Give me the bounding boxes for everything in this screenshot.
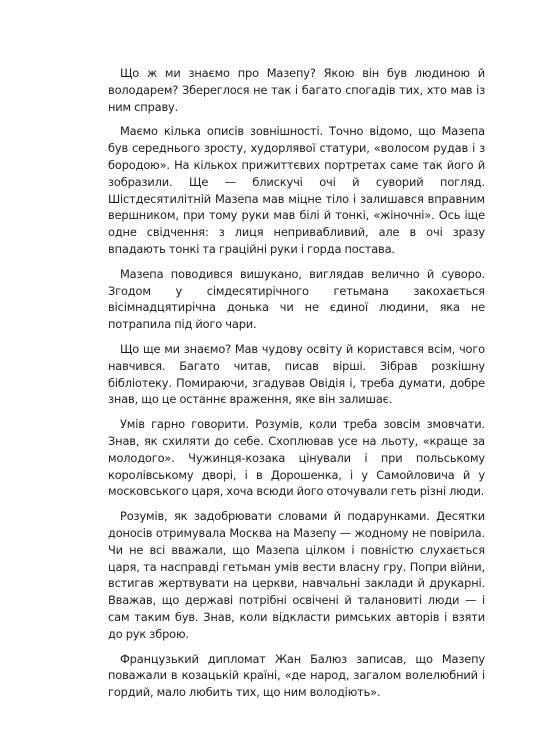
paragraph-1: Що ж ми знаємо про Мазепу? Якою він був людиною й володарем? Збереглося не так і багато спогадів тих, хто мав із ним справу.: [108, 66, 485, 114]
body-text: [108, 65, 485, 709]
paragraph-3: Мазепа поводився вишукано, виглядав велично й суворо. Згодом у сімдесятирічного гетьмана закохається вісімнадцятирічна донька чи не єдиної людини, яка не потрапила під його чари.: [108, 266, 485, 332]
paragraph-6: Розумів, як задобрювати словами й подарунками. Десятки доносів отримувала Москва на Мазепу — жодному не повірила. Чи не всі вважали, що Мазепа цілком і повністю слухається царя, та насправді гетьман умів вести власну гру. Попри війни, встигав жертвувати на церкви, навчальні заклади й друкарні. Вважав, що державі потрібні освічені й талановиті люди — і сам таким був. Знав, коли відкласти римських авторів і взяти до рук зброю.: [108, 509, 485, 641]
paragraph-4: Що ще ми знаємо? Мав чудову освіту й користався всім, чого навчився. Багато читав, писав вірші. Зібрав розкішну бібліотеку. Помираючи, згадував Овідія і, треба думати, добре знав, що це останнє враження, яке він залишає.: [108, 341, 485, 407]
paragraph-2: Маємо кілька описів зовнішності. Точно відомо, що Мазепа був середнього зросту, худорлявої статури, «волосом рудав і з бородою». На кількох прижиттєвих портретах саме так його й зобразили. Ще — блискучі очі й суворий погляд. Шістдесятилітній Мазепа мав міцне тіло і залишався вправним вершником, при тому руки мав білі й тонкі, «жіночні». Ось іще одне свідчення: з лиця непривабливий, але в очі зразу впадають тонкі та граційні руки і горда постава.: [108, 124, 485, 256]
paragraph-5: Умів гарно говорити. Розумів, коли треба зовсім змовчати. Знав, як схиляти до себе. Схоплював усе на льоту, «краще за молодого». Чужинця-козака цінували і при польському королівському дворі, і в Дорошенка, і у Самойловича й у московського царя, хоча всюди його оточували геть різні люди.: [108, 417, 485, 499]
paragraph-7: Французький дипломат Жан Балюз записав, що Мазепу поважали в козацькій країні, «де народ, загалом волелюбний і гордий, мало любить тих, що ним володіють».: [108, 651, 485, 700]
